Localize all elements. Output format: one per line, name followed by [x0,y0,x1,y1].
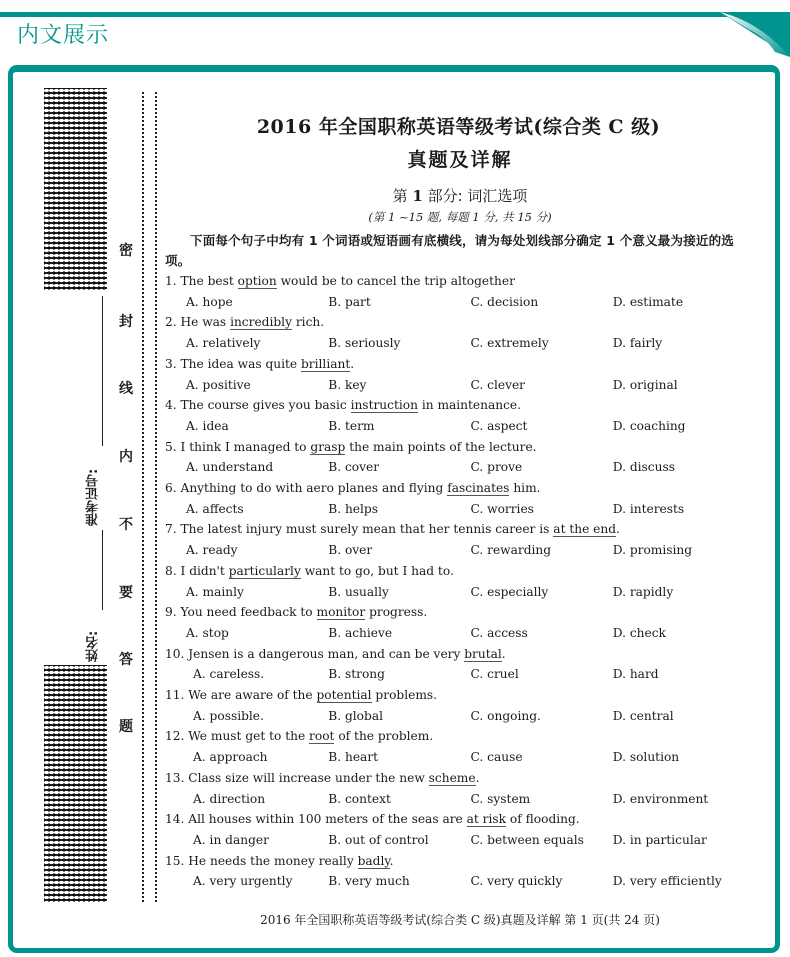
exam-page [165,112,755,892]
question-text: . [389,853,394,868]
question-number: 1. [165,274,177,288]
answer-option: C. cause [470,750,523,765]
header-bar [0,12,790,17]
question-text: . [350,356,355,371]
seal-char: 答 [119,652,133,668]
answer-options [165,457,755,478]
answer-option: B. seriously [328,336,401,351]
question-text: of the problem. [334,729,434,744]
question-number: 11. [165,688,185,703]
question-text: I think I managed to [180,439,311,454]
question-number: 10. [165,646,185,661]
answer-option: A. in danger [193,832,269,847]
question-text: . [475,770,480,785]
underlined-term: root [309,729,335,744]
answer-option: A. ready [186,543,238,558]
margin-pattern-top [44,88,107,291]
question-item [165,395,755,416]
question-text: Class size will increase under the new [188,770,429,785]
answer-option: D. promising [612,543,693,558]
answer-option: C. prove [470,460,523,475]
answer-option: B. achieve [328,625,393,640]
answer-option: C. rewarding [470,543,552,558]
question-list [165,271,755,892]
underlined-term: badly [357,853,390,868]
underlined-term: potential [316,688,372,703]
answer-option: A. idea [186,418,229,433]
answer-option: C. aspect [470,418,528,433]
question-text: I didn't [180,563,229,578]
answer-option: C. very quickly [470,874,563,889]
answer-option: A. very urgently [193,874,293,889]
answer-options [165,333,755,354]
answer-option: A. affects [186,501,244,516]
answer-option: B. part [328,294,371,309]
underlined-term: option [237,274,277,288]
answer-options [165,871,755,892]
answer-option: B. context [328,791,391,806]
answer-options [165,540,755,561]
underlined-term: at risk [466,812,507,827]
answer-option: C. between equals [470,832,584,847]
underlined-term: at the end [553,522,617,537]
question-item [165,768,755,789]
question-number: 6. [165,481,177,496]
question-text: The best [180,274,238,288]
name-label: 姓名: [86,630,101,662]
answer-option: D. interests [612,501,685,516]
question-number: 5. [165,439,177,454]
question-item [165,602,755,623]
answer-option: D. central [612,708,674,723]
seal-char: 要 [119,585,133,601]
question-number: 8. [165,563,177,578]
question-item [165,685,755,706]
question-text: rich. [291,315,325,330]
question-text: . [501,646,506,661]
answer-option: B. cover [328,460,380,475]
exam-id-line [102,296,103,446]
answer-option: C. clever [470,377,525,392]
answer-options [165,789,755,810]
question-item [165,271,755,292]
question-text: of flooding. [506,812,580,827]
answer-options [165,623,755,644]
answer-option: C. cruel [470,667,519,682]
answer-option: B. term [328,418,375,433]
question-text: would be to cancel the trip altogether [276,274,515,288]
answer-option: A. mainly [186,584,244,599]
answer-option: D. very efficiently [612,874,722,889]
answer-option: C. extremely [470,336,549,351]
exam-title: 2016 年全国职称英语等级考试(综合类 C 级) [256,116,661,138]
answer-option: D. discuss [612,460,675,475]
seal-char: 密 [119,243,133,259]
answer-option: D. fairly [612,336,663,351]
seal-char: 封 [119,314,133,330]
question-text: progress. [365,605,428,620]
answer-option: B. over [328,543,373,558]
question-text: We must get to the [188,729,310,744]
question-item [165,809,755,830]
answer-options [165,664,755,685]
part-scoring: (第 1 ~15 题, 每题 1 分, 共 15 分) [368,210,552,224]
name-line [102,530,103,610]
exam-id-label: 准考证号: [86,468,101,526]
answer-option: A. positive [186,377,251,392]
answer-option: D. original [612,377,678,392]
question-item [165,644,755,665]
question-item [165,519,755,540]
page-curl-icon [720,12,790,62]
question-text: problems. [371,688,437,703]
answer-option: A. direction [193,791,266,806]
question-number: 13. [165,770,185,785]
question-item [165,312,755,333]
question-text: . [616,522,620,537]
answer-option: C. system [470,791,531,806]
underlined-term: fascinates [447,481,510,496]
underlined-term: scheme [428,770,476,785]
question-item [165,561,755,582]
answer-option: A. careless. [193,667,265,682]
underlined-term: monitor [316,605,366,620]
question-number: 14. [165,812,185,827]
question-number: 15. [165,853,185,868]
answer-option: D. hard [612,667,659,682]
question-text: The idea was quite [180,356,301,371]
answer-option: C. access [470,625,528,640]
answer-option: B. key [328,377,367,392]
answer-option: C. ongoing. [470,708,541,723]
part-heading: 第 1 部分: 词汇选项 [392,187,528,205]
page-footer: 2016 年全国职称英语等级考试(综合类 C 级)真题及详解 第 1 页(共 24 页) [260,913,660,927]
exam-subtitle: 真题及详解 [407,149,513,171]
answer-options [165,706,755,727]
answer-option: A. possible. [193,708,264,723]
answer-option: D. rapidly [612,584,674,599]
question-number: 7. [165,522,177,537]
question-number: 4. [165,398,177,413]
question-number: 2. [165,315,177,330]
seal-dotted-line [155,92,157,902]
seal-char: 线 [119,381,133,397]
answer-option: A. stop [186,625,229,640]
underlined-term: brilliant [301,356,351,371]
question-text: Anything to do with aero planes and flying [180,481,448,496]
question-item [165,354,755,375]
answer-option: D. coaching [612,418,686,433]
answer-option: C. especially [470,584,549,599]
answer-option: A. approach [193,750,268,765]
answer-options [165,292,755,313]
answer-option: B. heart [328,750,379,765]
question-text: in maintenance. [417,398,522,413]
answer-option: B. out of control [328,832,429,847]
question-text: All houses within 100 meters of the seas are [188,812,467,827]
section-title: 内文展示 [17,23,110,48]
underlined-term: particularly [228,563,301,578]
answer-option: B. strong [328,667,385,682]
answer-option: D. solution [612,750,680,765]
question-item [165,437,755,458]
answer-options [165,830,755,851]
question-text: He needs the money really [188,853,358,868]
question-number: 12. [165,729,185,744]
answer-option: A. hope [186,294,233,309]
underlined-term: grasp [310,439,346,454]
seal-char: 内 [119,449,133,465]
answer-option: B. very much [328,874,410,889]
question-number: 9. [165,605,177,620]
question-text: Jensen is a dangerous man, and can be very [188,646,465,661]
question-text: The latest injury must surely mean that her tennis career is [180,522,554,537]
answer-option: D. environment [612,791,709,806]
answer-option: A. relatively [186,336,261,351]
question-text: the main points of the lecture. [345,439,537,454]
question-text: The course gives you basic [180,398,351,413]
answer-option: C. worries [470,501,534,516]
answer-option: B. helps [328,501,378,516]
answer-option: D. in particular [612,832,707,847]
underlined-term: incredibly [230,315,292,330]
seal-dotted-line [142,92,144,902]
margin-pattern-bottom [44,665,107,902]
answer-options [165,416,755,437]
seal-char: 不 [119,517,133,533]
answer-option: B. global [328,708,383,723]
seal-char: 题 [119,719,133,735]
answer-options [165,747,755,768]
answer-options [165,499,755,520]
question-item [165,851,755,872]
answer-option: B. usually [328,584,389,599]
question-text: He was [180,315,231,330]
underlined-term: brutal [464,646,502,661]
answer-option: D. estimate [612,294,684,309]
answer-option: D. check [612,625,666,640]
question-text: want to go, but I had to. [300,563,454,578]
question-number: 3. [165,356,177,371]
question-item [165,726,755,747]
answer-options [165,582,755,603]
question-text: We are aware of the [188,688,317,703]
underlined-term: instruction [350,398,418,413]
answer-options [165,375,755,396]
question-text: him. [509,481,541,496]
instructions: 下面每个句子中均有 1 个词语或短语画有底横线，请为每处划线部分确定 1 个意义最为接近的选项。 [165,233,735,268]
question-text: You need feedback to [180,605,317,620]
answer-option: C. decision [470,294,539,309]
question-item [165,478,755,499]
answer-option: A. understand [186,460,274,475]
